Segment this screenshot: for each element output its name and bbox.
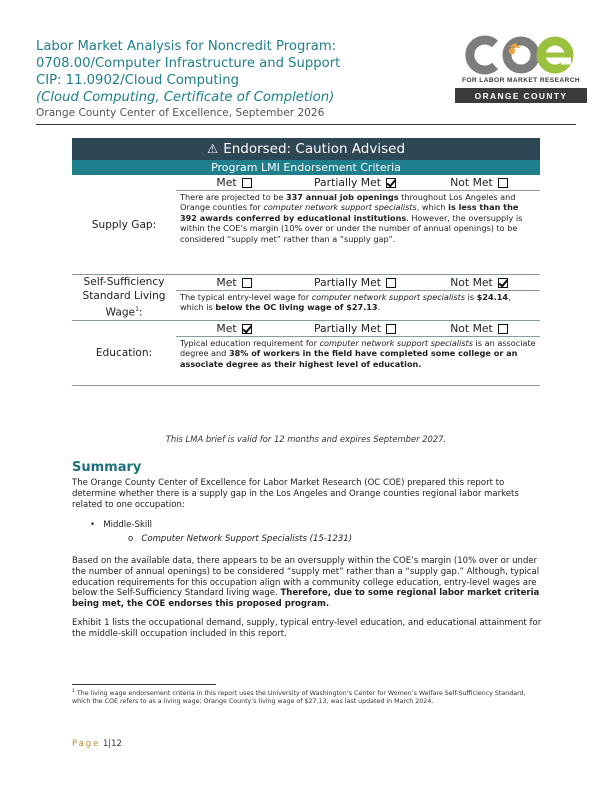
- checkbox-notmet: [498, 324, 508, 334]
- criteria-body: [176, 321, 540, 385]
- checkbox-partial-checked: [386, 178, 396, 188]
- header-divider: [36, 124, 576, 125]
- description-text: The typical entry-level wage for: [180, 292, 312, 302]
- criteria-label-text: [72, 275, 176, 320]
- coe-logo-graphic: [455, 34, 587, 76]
- option-label: Met: [216, 322, 237, 335]
- option-label: Met: [216, 276, 237, 289]
- checkbox-partial: [386, 278, 396, 288]
- logo-tagline: FOR LABOR MARKET RESEARCH: [461, 77, 581, 84]
- criteria-options: [176, 275, 540, 291]
- title-line-3: CIP: 11.0902/Cloud Computing: [36, 73, 239, 88]
- description-text: , which is: [180, 292, 511, 313]
- criteria-row-education: [72, 321, 540, 386]
- title-line-2: 0708.00/Computer Infrastructure and Support: [36, 56, 341, 71]
- emphasis-bold: $24.14: [476, 292, 509, 302]
- summary-conclusion: Therefore, due to some regional labor market criteria being met, the COE endorses this proposed program.: [72, 588, 540, 610]
- option-label: Partially Met: [314, 322, 381, 335]
- title-program-name: (Cloud Computing, Certificate of Completion): [36, 90, 335, 105]
- checkbox-notmet-checked: [498, 278, 508, 288]
- option-label: Partially Met: [314, 176, 381, 189]
- criteria-subheader: Program LMI Endorsement Criteria: [72, 160, 540, 175]
- bullet-list-item: [90, 520, 152, 531]
- checkbox-met: [242, 178, 252, 188]
- page-word: Page: [72, 738, 101, 748]
- option-notmet: [418, 276, 540, 289]
- emphasis-italic: computer network support specialists: [263, 202, 417, 213]
- criteria-label-text: Education:: [95, 347, 153, 359]
- title-line-1: Labor Market Analysis for Noncredit Program:: [36, 39, 337, 54]
- emphasis-bold: 38% of workers in the field have completed some college or an associate degree as their highest level of education.: [180, 348, 518, 369]
- summary-paragraph-2: [72, 556, 542, 610]
- option-partial: [292, 176, 418, 189]
- footnote-mark: 1: [72, 689, 75, 694]
- criteria-description: [176, 191, 540, 246]
- emphasis-italic: computer network support specialists: [319, 338, 473, 348]
- footnote-marker: 1: [135, 306, 139, 314]
- criteria-description: [176, 291, 540, 315]
- criteria-label: [72, 175, 176, 274]
- description-text: . However, the oversupply is within the COE’s margin (10% over or under the number of annual openings) to be considered “supply met” rather than a “supply gap”.: [180, 212, 523, 244]
- criteria-row-living-wage: [72, 275, 540, 321]
- option-label: Not Met: [450, 322, 493, 335]
- footnote: [72, 688, 542, 707]
- summary-heading: Summary: [72, 460, 142, 475]
- coe-logo-mark: [455, 34, 587, 76]
- sub-bullet-list-item: [128, 534, 352, 545]
- checkbox-notmet: [498, 178, 508, 188]
- criteria-description: [176, 337, 540, 371]
- document-header: [36, 38, 376, 120]
- page-current: 1: [102, 738, 109, 748]
- checkbox-met-checked: [242, 324, 252, 334]
- endorsement-table: [72, 138, 540, 386]
- option-met: [176, 276, 292, 289]
- header-subtitle: Orange County Center of Excellence, September 2026: [36, 107, 325, 119]
- endorsement-status: Endorsed: Caution Advised: [223, 141, 406, 157]
- footnote-divider: [72, 684, 216, 685]
- option-label: Not Met: [450, 276, 493, 289]
- criteria-body: [176, 275, 540, 320]
- summary-paragraph-3: Exhibit 1 lists the occupational demand, supply, typical entry-level education, and educational attainment for the middle-skill occupation included in this report.: [72, 618, 542, 639]
- coe-logo: [455, 34, 587, 103]
- option-notmet: [418, 176, 540, 189]
- option-partial: [292, 276, 418, 289]
- page-separator: |: [108, 738, 112, 748]
- criteria-row-supply-gap: [72, 175, 540, 275]
- emphasis-bold: 337 annual job openings: [286, 192, 399, 202]
- summary-paragraph-2-text: Based on the available data, there appears to be an oversupply within the COE’s margin (10% over or under the number of annual openings) to be considered “supply met” rather than a “supply gap.” Although, typical education requirements for this occupation align with a community college education, entry-level wages are below the Self-Sufficiency Standard living wage.: [72, 556, 540, 599]
- description-text: is an associate degree and: [180, 338, 536, 359]
- description-text: throughout Los Angeles and Orange counties for: [180, 192, 516, 213]
- warning-icon: ⚠: [206, 141, 219, 156]
- option-label: Met: [216, 176, 237, 189]
- option-label: Not Met: [450, 176, 493, 189]
- hollow-bullet-icon: o: [128, 534, 134, 544]
- criteria-options: [176, 175, 540, 191]
- validity-note: This LMA brief is valid for 12 months and expires September 2027.: [165, 434, 447, 444]
- criteria-label-suffix: :: [138, 306, 143, 319]
- description-text: is: [465, 292, 477, 302]
- option-met: [176, 322, 292, 335]
- description-text: There are projected to be: [180, 192, 286, 202]
- page-number: [72, 738, 122, 748]
- criteria-label-main: Self-Sufficiency Standard Living Wage: [82, 276, 166, 319]
- option-label: Partially Met: [314, 276, 381, 289]
- description-text: , which: [416, 202, 449, 213]
- emphasis-italic: computer network support specialists: [311, 292, 466, 302]
- summary-paragraph-1: The Orange County Center of Excellence for Labor Market Research (OC COE) prepared this report to determine whether there is a supply gap in the Los Angeles and Orange counties regional labor markets related to one occupation:: [72, 478, 519, 510]
- checkbox-partial: [386, 324, 396, 334]
- emphasis-bold: is less than the 392 awards conferred by educational institutions: [180, 202, 519, 223]
- criteria-label: [72, 321, 176, 385]
- criteria-options: [176, 321, 540, 337]
- checkbox-met: [242, 278, 252, 288]
- criteria-body: [176, 175, 540, 274]
- bullet-dot-icon: •: [90, 520, 96, 530]
- footnote-text: The living wage endorsement criteria in this report uses the University of Washington’s Center for Women’s Welfare Self-Sufficiency Standard, which the COE refers to as a living wage; Orange County’s living wage of $27.13, was last updated in March 2024.: [72, 690, 526, 706]
- sub-bullet-text: Computer Network Support Specialists (15-1231): [141, 534, 353, 544]
- description-text: .: [377, 302, 381, 313]
- description-text: Typical education requirement for: [180, 338, 320, 348]
- page-total: 12: [111, 738, 122, 748]
- option-met: [176, 176, 292, 189]
- logo-region-bar: ORANGE COUNTY: [455, 88, 587, 103]
- option-partial: [292, 322, 418, 335]
- criteria-label: [72, 275, 176, 320]
- criteria-label-text: Supply Gap:: [91, 218, 157, 231]
- bullet-text: Middle-Skill: [103, 520, 153, 530]
- option-notmet: [418, 322, 540, 335]
- emphasis-bold: below the OC living wage of $27.13: [215, 302, 378, 313]
- endorsement-status-header: [72, 138, 540, 160]
